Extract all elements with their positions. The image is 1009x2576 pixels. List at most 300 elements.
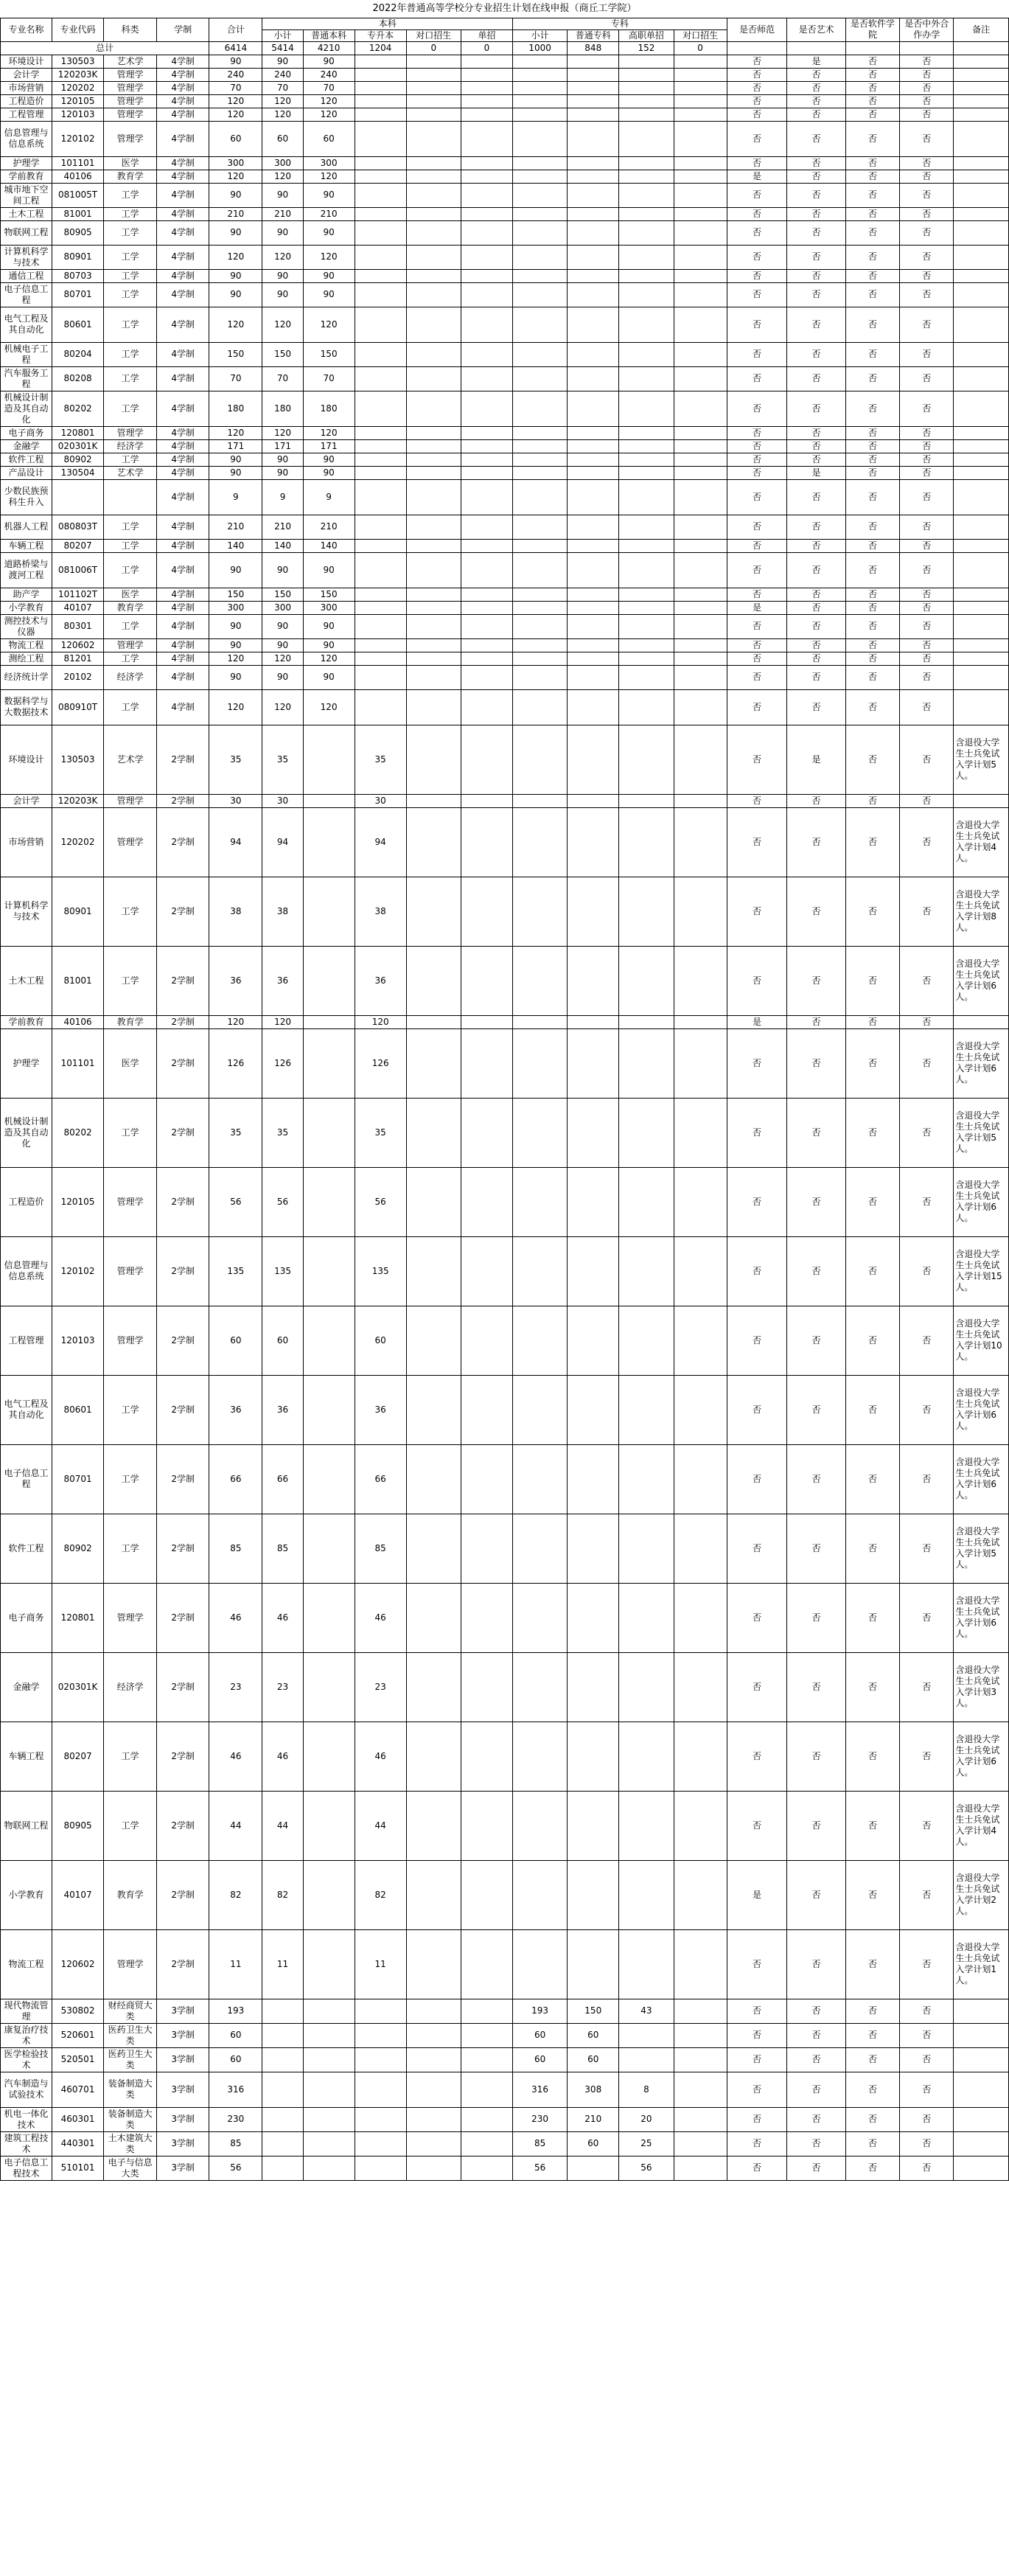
bk-cell — [355, 81, 406, 94]
total: 36 — [209, 946, 262, 1015]
zk-cell — [674, 614, 727, 638]
zk-cell — [619, 55, 674, 68]
bk-cell — [461, 68, 512, 81]
zk-cell — [568, 1652, 619, 1722]
major-code: 40107 — [52, 601, 104, 614]
duration: 4学制 — [157, 81, 209, 94]
major-name: 产品设计 — [1, 466, 52, 479]
zk-cell — [674, 81, 727, 94]
flag-cell: 否 — [845, 307, 899, 342]
major-code: 80208 — [52, 366, 104, 391]
total: 60 — [209, 121, 262, 156]
zk-cell — [674, 689, 727, 725]
bk-cell — [406, 94, 461, 108]
bk-cell — [406, 1929, 461, 1999]
header-zk-regular: 普通专科 — [568, 29, 619, 41]
major-code: 80204 — [52, 342, 104, 366]
flag-cell: 否 — [900, 94, 954, 108]
bk-cell — [303, 1929, 355, 1999]
bk-cell: 23 — [262, 1652, 303, 1722]
table-row — [1, 2072, 1009, 2107]
zk-cell — [674, 342, 727, 366]
bk-cell: 90 — [303, 183, 355, 207]
bk-cell — [461, 1098, 512, 1167]
bk-cell: 90 — [303, 665, 355, 689]
bk-cell: 90 — [262, 282, 303, 307]
flag-cell: 否 — [787, 1860, 846, 1929]
bk-cell — [406, 2072, 461, 2107]
zk-cell — [674, 2156, 727, 2180]
flag-cell: 否 — [900, 121, 954, 156]
zk-cell — [674, 1028, 727, 1098]
duration: 3学制 — [157, 2023, 209, 2047]
zk-cell — [568, 55, 619, 68]
flag-cell: 否 — [787, 94, 846, 108]
flag-cell: 否 — [787, 342, 846, 366]
major-category: 教育学 — [104, 601, 157, 614]
flag-cell: 是 — [727, 170, 787, 183]
major-code: 40106 — [52, 1015, 104, 1028]
flag-cell: 否 — [787, 552, 846, 588]
bk-cell: 90 — [262, 269, 303, 282]
total: 300 — [209, 156, 262, 170]
bk-cell: 94 — [262, 807, 303, 877]
major-code: 80902 — [52, 1514, 104, 1583]
flag-cell: 否 — [787, 307, 846, 342]
remark-cell — [954, 453, 1009, 466]
major-name: 电子信息工程技术 — [1, 2156, 52, 2180]
flag-cell: 否 — [727, 245, 787, 269]
major-category: 医学 — [104, 588, 157, 601]
bk-cell: 171 — [303, 439, 355, 453]
bk-cell: 120 — [303, 689, 355, 725]
bk-cell: 30 — [355, 794, 406, 807]
bk-cell — [262, 2131, 303, 2156]
major-code: 440301 — [52, 2131, 104, 2156]
duration: 2学制 — [157, 725, 209, 794]
flag-cell: 否 — [845, 439, 899, 453]
zk-cell — [568, 807, 619, 877]
header-category: 科类 — [104, 18, 157, 41]
major-category: 工学 — [104, 207, 157, 220]
bk-cell — [461, 170, 512, 183]
flag-cell: 否 — [787, 1583, 846, 1652]
duration: 2学制 — [157, 1444, 209, 1514]
duration: 4学制 — [157, 366, 209, 391]
zk-cell: 150 — [568, 1999, 619, 2023]
flag-cell: 否 — [787, 515, 846, 539]
table-row — [1, 1583, 1009, 1652]
remark-cell — [954, 220, 1009, 245]
major-category: 工学 — [104, 552, 157, 588]
zk-cell — [512, 466, 567, 479]
table-row — [1, 665, 1009, 689]
flag-cell: 否 — [787, 245, 846, 269]
bk-cell — [355, 366, 406, 391]
bk-cell: 120 — [303, 426, 355, 439]
flag-cell: 否 — [845, 946, 899, 1015]
bk-cell: 150 — [303, 342, 355, 366]
table-row — [1, 1999, 1009, 2023]
bk-cell — [461, 453, 512, 466]
bk-cell — [303, 2047, 355, 2072]
zk-cell — [568, 439, 619, 453]
remark-cell — [954, 2047, 1009, 2072]
flag-cell: 否 — [727, 1722, 787, 1791]
flag-cell: 否 — [900, 794, 954, 807]
major-category: 艺术学 — [104, 55, 157, 68]
major-code: 80202 — [52, 391, 104, 426]
flag-cell: 否 — [845, 1098, 899, 1167]
bk-cell — [461, 1583, 512, 1652]
zk-cell: 85 — [512, 2131, 567, 2156]
flag-cell: 否 — [845, 725, 899, 794]
major-category: 工学 — [104, 342, 157, 366]
zk-cell — [619, 1583, 674, 1652]
zk-cell — [568, 515, 619, 539]
flag-cell: 否 — [787, 689, 846, 725]
major-name: 电子信息工程 — [1, 282, 52, 307]
bk-cell — [355, 121, 406, 156]
bk-cell — [406, 1722, 461, 1791]
zk-cell — [674, 1098, 727, 1167]
duration: 2学制 — [157, 1722, 209, 1791]
zk-cell — [619, 245, 674, 269]
bk-cell: 150 — [262, 588, 303, 601]
major-name: 数据科学与大数据技术 — [1, 689, 52, 725]
flag-cell: 否 — [727, 1375, 787, 1444]
bk-cell: 66 — [355, 1444, 406, 1514]
flag-cell: 否 — [727, 121, 787, 156]
bk-cell: 300 — [303, 156, 355, 170]
duration: 4学制 — [157, 282, 209, 307]
major-code: 40107 — [52, 1860, 104, 1929]
bk-cell — [406, 108, 461, 121]
bk-cell: 70 — [303, 366, 355, 391]
bk-cell: 90 — [303, 269, 355, 282]
major-name: 土木工程 — [1, 946, 52, 1015]
bk-cell: 82 — [355, 1860, 406, 1929]
bk-cell: 46 — [262, 1722, 303, 1791]
bk-cell — [355, 170, 406, 183]
zk-cell — [619, 877, 674, 946]
zk-cell — [674, 183, 727, 207]
flag-cell: 否 — [900, 1098, 954, 1167]
bk-cell — [461, 269, 512, 282]
major-name: 小学教育 — [1, 1860, 52, 1929]
major-category: 管理学 — [104, 638, 157, 652]
table-row — [1, 391, 1009, 426]
bk-cell — [303, 794, 355, 807]
major-code: 80902 — [52, 453, 104, 466]
flag-cell: 否 — [845, 1722, 899, 1791]
zk-cell — [674, 2131, 727, 2156]
remark-cell — [954, 466, 1009, 479]
bk-cell: 120 — [262, 170, 303, 183]
table-row — [1, 426, 1009, 439]
zk-cell — [568, 121, 619, 156]
bk-cell: 90 — [303, 55, 355, 68]
flag-cell: 否 — [787, 1015, 846, 1028]
flag-cell: 否 — [845, 1028, 899, 1098]
flag-cell: 否 — [845, 1791, 899, 1860]
flag-cell: 否 — [727, 391, 787, 426]
bk-cell: 90 — [262, 552, 303, 588]
flag-cell: 否 — [787, 1791, 846, 1860]
zk-cell: 20 — [619, 2107, 674, 2131]
flag-cell: 否 — [845, 515, 899, 539]
header-zhuanke: 专科 — [512, 18, 727, 29]
remark-cell — [954, 170, 1009, 183]
duration: 4学制 — [157, 614, 209, 638]
duration: 2学制 — [157, 794, 209, 807]
zk-cell: 308 — [568, 2072, 619, 2107]
major-name: 学前教育 — [1, 170, 52, 183]
header-bk-single: 单招 — [461, 29, 512, 41]
total: 180 — [209, 391, 262, 426]
major-code — [52, 479, 104, 515]
bk-cell — [406, 1015, 461, 1028]
flag-cell: 否 — [900, 601, 954, 614]
flag-cell: 否 — [727, 1306, 787, 1375]
bk-cell — [406, 282, 461, 307]
major-code: 81001 — [52, 946, 104, 1015]
flag-cell: 否 — [845, 2023, 899, 2047]
bk-cell: 90 — [303, 453, 355, 466]
flag-cell: 否 — [845, 638, 899, 652]
major-category: 工学 — [104, 652, 157, 665]
header-total: 合计 — [209, 18, 262, 41]
major-category: 工学 — [104, 1722, 157, 1791]
zk-cell — [674, 94, 727, 108]
flag-cell: 否 — [845, 689, 899, 725]
flag-cell: 否 — [787, 108, 846, 121]
bk-cell — [406, 81, 461, 94]
flag-cell: 否 — [727, 794, 787, 807]
flag-cell: 否 — [845, 366, 899, 391]
bk-cell: 210 — [262, 515, 303, 539]
major-category: 工学 — [104, 515, 157, 539]
flag-cell: 否 — [787, 1722, 846, 1791]
table-row — [1, 245, 1009, 269]
duration: 4学制 — [157, 453, 209, 466]
table-row — [1, 725, 1009, 794]
bk-cell: 120 — [262, 689, 303, 725]
total: 240 — [209, 68, 262, 81]
flag-cell: 否 — [787, 170, 846, 183]
major-category: 装备制造大类 — [104, 2107, 157, 2131]
totals-row — [1, 41, 1009, 55]
bk-cell — [461, 282, 512, 307]
zk-cell: 60 — [568, 2047, 619, 2072]
remark-cell — [954, 156, 1009, 170]
bk-cell — [461, 1375, 512, 1444]
bk-cell — [406, 1306, 461, 1375]
flag-cell: 否 — [900, 539, 954, 552]
major-code: 130503 — [52, 725, 104, 794]
bk-cell — [355, 479, 406, 515]
bk-cell — [406, 466, 461, 479]
table-row — [1, 479, 1009, 515]
bk-cell — [461, 725, 512, 794]
major-category: 管理学 — [104, 1929, 157, 1999]
flag-cell: 否 — [845, 2107, 899, 2131]
zk-cell — [512, 1722, 567, 1791]
zk-cell — [512, 1791, 567, 1860]
flag-cell: 否 — [727, 1791, 787, 1860]
remark-cell: 含退役大学生士兵免试入学计划4人。 — [954, 1791, 1009, 1860]
flag-cell: 否 — [727, 81, 787, 94]
flag-cell: 否 — [727, 207, 787, 220]
table-row — [1, 614, 1009, 638]
bk-cell — [461, 479, 512, 515]
table-row — [1, 282, 1009, 307]
bk-cell: 9 — [262, 479, 303, 515]
bk-cell: 56 — [262, 1167, 303, 1236]
flag-cell: 否 — [727, 725, 787, 794]
major-name: 工程管理 — [1, 108, 52, 121]
bk-cell: 90 — [303, 552, 355, 588]
header-code: 专业代码 — [52, 18, 104, 41]
flag-cell: 否 — [900, 1583, 954, 1652]
duration: 4学制 — [157, 539, 209, 552]
header-remark: 备注 — [954, 18, 1009, 41]
bk-cell: 90 — [262, 466, 303, 479]
major-name: 机电一体化技术 — [1, 2107, 52, 2131]
bk-cell — [406, 2107, 461, 2131]
zk-cell — [619, 170, 674, 183]
zk-cell — [512, 156, 567, 170]
bk-cell — [406, 652, 461, 665]
bk-cell: 120 — [262, 652, 303, 665]
zk-cell — [674, 2107, 727, 2131]
remark-cell — [954, 342, 1009, 366]
bk-cell: 90 — [262, 220, 303, 245]
flag-cell: 否 — [900, 946, 954, 1015]
bk-cell — [406, 1236, 461, 1306]
bk-cell: 60 — [262, 121, 303, 156]
remark-cell — [954, 515, 1009, 539]
major-name: 市场营销 — [1, 807, 52, 877]
table-row — [1, 807, 1009, 877]
zk-cell — [568, 1722, 619, 1791]
zk-cell — [619, 1444, 674, 1514]
bk-cell — [406, 1444, 461, 1514]
bk-cell: 120 — [355, 1015, 406, 1028]
major-category: 医学 — [104, 156, 157, 170]
total: 35 — [209, 725, 262, 794]
table-row — [1, 515, 1009, 539]
remark-cell — [954, 539, 1009, 552]
zk-cell — [512, 81, 567, 94]
bk-cell — [355, 220, 406, 245]
zk-cell — [568, 269, 619, 282]
table-row — [1, 94, 1009, 108]
total: 90 — [209, 638, 262, 652]
bk-cell — [461, 156, 512, 170]
duration: 2学制 — [157, 807, 209, 877]
bk-cell — [461, 81, 512, 94]
major-name: 车辆工程 — [1, 1722, 52, 1791]
duration: 4学制 — [157, 601, 209, 614]
zk-cell — [619, 391, 674, 426]
header-bk-regular: 普通本科 — [303, 29, 355, 41]
flag-cell: 否 — [845, 108, 899, 121]
zk-cell — [674, 652, 727, 665]
flag-cell: 否 — [727, 68, 787, 81]
major-code: 81001 — [52, 207, 104, 220]
bk-cell — [406, 366, 461, 391]
major-name: 工程造价 — [1, 94, 52, 108]
major-name: 会计学 — [1, 68, 52, 81]
flag-cell: 否 — [845, 81, 899, 94]
zk-cell: 60 — [568, 2023, 619, 2047]
major-name: 城市地下空间工程 — [1, 183, 52, 207]
major-name: 建筑工程技术 — [1, 2131, 52, 2156]
zk-cell — [619, 614, 674, 638]
flag-cell: 否 — [727, 665, 787, 689]
header-flag-art: 是否艺术 — [787, 18, 846, 41]
remark-cell — [954, 1015, 1009, 1028]
flag-cell: 否 — [787, 439, 846, 453]
major-name: 机械电子工程 — [1, 342, 52, 366]
zk-cell — [568, 282, 619, 307]
bk-cell: 66 — [262, 1444, 303, 1514]
flag-cell: 否 — [787, 2047, 846, 2072]
bk-cell — [461, 515, 512, 539]
bk-cell — [461, 652, 512, 665]
duration: 4学制 — [157, 183, 209, 207]
flag-cell: 否 — [900, 1722, 954, 1791]
bk-cell — [461, 1306, 512, 1375]
bk-cell — [406, 170, 461, 183]
flag-cell: 否 — [845, 2156, 899, 2180]
flag-cell: 否 — [900, 2131, 954, 2156]
bk-cell — [461, 1652, 512, 1722]
bk-cell: 46 — [355, 1722, 406, 1791]
flag-cell: 否 — [727, 1098, 787, 1167]
flag-cell: 否 — [900, 614, 954, 638]
major-category: 经济学 — [104, 439, 157, 453]
flag-cell: 否 — [845, 601, 899, 614]
table-row — [1, 1015, 1009, 1028]
major-category: 教育学 — [104, 170, 157, 183]
flag-cell: 否 — [900, 1015, 954, 1028]
remark-cell: 含退役大学生士兵免试入学计划5人。 — [954, 725, 1009, 794]
flag-cell: 否 — [787, 121, 846, 156]
major-category: 工学 — [104, 307, 157, 342]
table-row — [1, 170, 1009, 183]
zk-cell — [568, 601, 619, 614]
zk-cell — [568, 794, 619, 807]
header-bk-vocational: 对口招生 — [406, 29, 461, 41]
bk-cell: 23 — [355, 1652, 406, 1722]
remark-cell: 含退役大学生士兵免试入学计划1人。 — [954, 1929, 1009, 1999]
major-name: 护理学 — [1, 156, 52, 170]
bk-cell — [461, 1999, 512, 2023]
flag-cell: 否 — [845, 342, 899, 366]
bk-cell — [355, 1999, 406, 2023]
total: 120 — [209, 652, 262, 665]
zk-cell — [568, 638, 619, 652]
flag-cell: 否 — [845, 1860, 899, 1929]
major-category: 工学 — [104, 1444, 157, 1514]
bk-cell — [461, 946, 512, 1015]
remark-cell: 含退役大学生士兵免试入学计划6人。 — [954, 1583, 1009, 1652]
duration: 2学制 — [157, 1860, 209, 1929]
flag-cell: 否 — [845, 245, 899, 269]
bk-cell — [406, 638, 461, 652]
